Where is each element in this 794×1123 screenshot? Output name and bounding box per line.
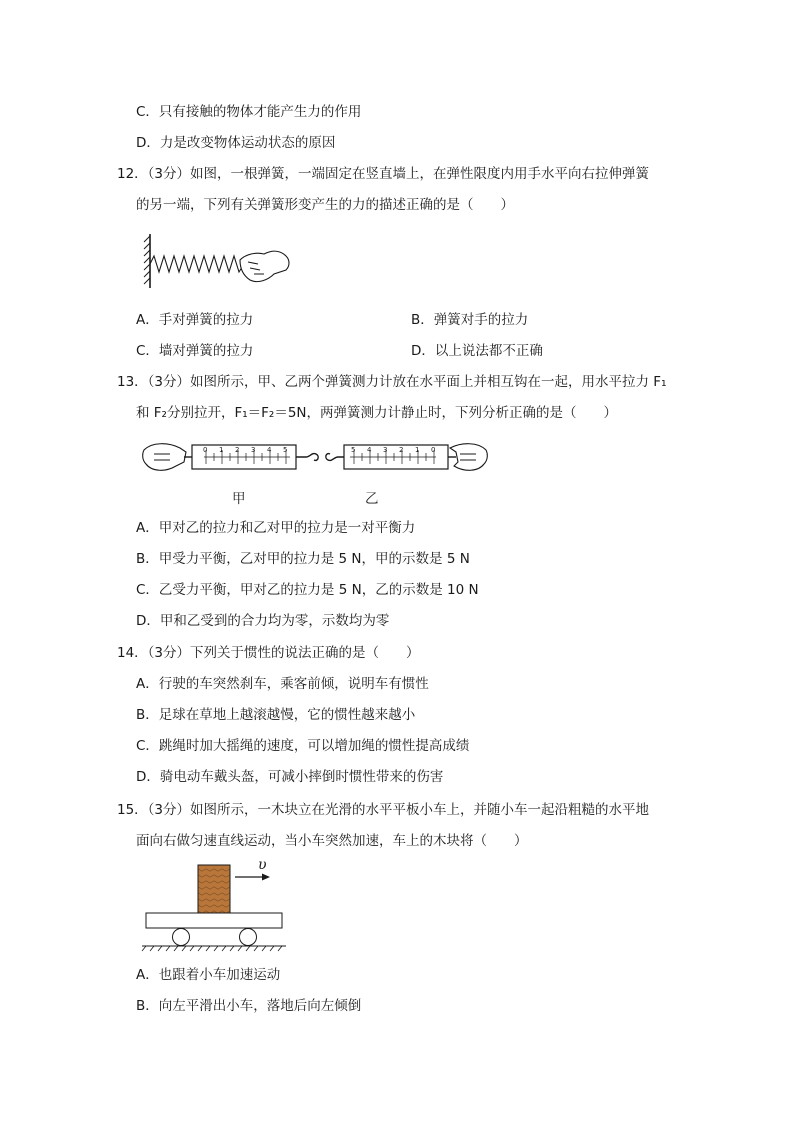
yi-tick-2: 2: [399, 446, 404, 454]
q12-option-c: C．墙对弹簧的拉力: [136, 343, 254, 359]
cart-plate: [146, 913, 282, 928]
jia-tick-3: 3: [251, 446, 256, 454]
left-hand-icon: [143, 444, 186, 471]
velocity-arrow-head: [262, 874, 270, 881]
velocity-label: υ: [258, 857, 267, 873]
q12-option-a: A．手对弹簧的拉力: [136, 312, 254, 328]
hand-icon: [240, 251, 289, 281]
jia-tick-0: 0: [203, 446, 208, 454]
wooden-block: [198, 865, 230, 913]
jia-tick-2: 2: [235, 446, 240, 454]
yi-tick-4: 4: [367, 446, 372, 454]
label-jia: 甲: [232, 491, 246, 507]
yi-tick-0: 0: [431, 446, 436, 454]
spring-scales-figure: [140, 432, 490, 484]
q14-option-c: C．跳绳时加大摇绳的速度，可以增加绳的惯性提高成绩: [136, 738, 470, 754]
hooks-icon: [296, 454, 344, 461]
ground-hatching: [142, 946, 282, 951]
q15-option-b: B．向左平滑出小车，落地后向左倾倒: [136, 998, 362, 1014]
q13-option-a: A．甲对乙的拉力和乙对甲的拉力是一对平衡力: [136, 520, 416, 536]
q14-option-b: B．足球在草地上越滚越慢，它的惯性越来越小: [136, 707, 416, 723]
cart-block-figure: [140, 855, 290, 955]
q12-stem-line-1: 12．（3分）如图，一根弹簧，一端固定在竖直墙上，在弹性限度内用手水平向右拉伸弹簧: [117, 166, 650, 182]
q12-option-d: D．以上说法都不正确: [411, 343, 543, 359]
q15-stem-line-1: 15．（3分）如图所示，一木块立在光滑的水平平板小车上，并随小车一起沿粗糙的水平地: [117, 802, 650, 818]
q11-option-c: C．只有接触的物体才能产生力的作用: [136, 104, 362, 120]
jia-tick-5: 5: [283, 446, 288, 454]
jia-tick-1: 1: [219, 446, 224, 454]
spring-coil: [150, 256, 244, 272]
q14-stem: 14．（3分）下列关于惯性的说法正确的是（ ）: [117, 645, 420, 661]
cart-wheel-right: [240, 929, 257, 946]
q13-option-b: B．甲受力平衡，乙对甲的拉力是 5 N，甲的示数是 5 N: [136, 551, 470, 567]
q15-option-a: A．也跟着小车加速运动: [136, 967, 281, 983]
q13-stem-line-2: 和 F₂分别拉开，F₁＝F₂＝5N，两弹簧测力计静止时，下列分析正确的是（ ）: [136, 405, 618, 421]
q14-option-a: A．行驶的车突然刹车，乘客前倾，说明车有惯性: [136, 676, 429, 692]
yi-tick-1: 1: [415, 446, 420, 454]
q13-option-c: C．乙受力平衡，甲对乙的拉力是 5 N，乙的示数是 10 N: [136, 582, 479, 598]
q11-option-d: D．力是改变物体运动状态的原因: [136, 135, 336, 151]
jia-tick-4: 4: [267, 446, 272, 454]
label-yi: 乙: [365, 491, 379, 507]
yi-tick-3: 3: [383, 446, 388, 454]
spring-wall-figure: [140, 230, 295, 294]
q13-option-d: D．甲和乙受到的合力均为零，示数均为零: [136, 613, 390, 629]
yi-tick-5: 5: [351, 446, 356, 454]
q12-stem-line-2: 的另一端，下列有关弹簧形变产生的力的描述正确的是（ ）: [136, 197, 514, 213]
q12-option-b: B．弹簧对手的拉力: [411, 312, 529, 328]
q13-stem-line-1: 13．（3分）如图所示，甲、乙两个弹簧测力计放在水平面上并相互钩在一起，用水平拉力 F₁: [117, 374, 667, 390]
cart-wheel-left: [173, 929, 190, 946]
q14-option-d: D．骑电动车戴头盔，可减小摔倒时惯性带来的伤害: [136, 769, 444, 785]
wall-hatching: [144, 236, 150, 284]
q15-stem-line-2: 面向右做匀速直线运动，当小车突然加速，车上的木块将（ ）: [136, 833, 528, 849]
